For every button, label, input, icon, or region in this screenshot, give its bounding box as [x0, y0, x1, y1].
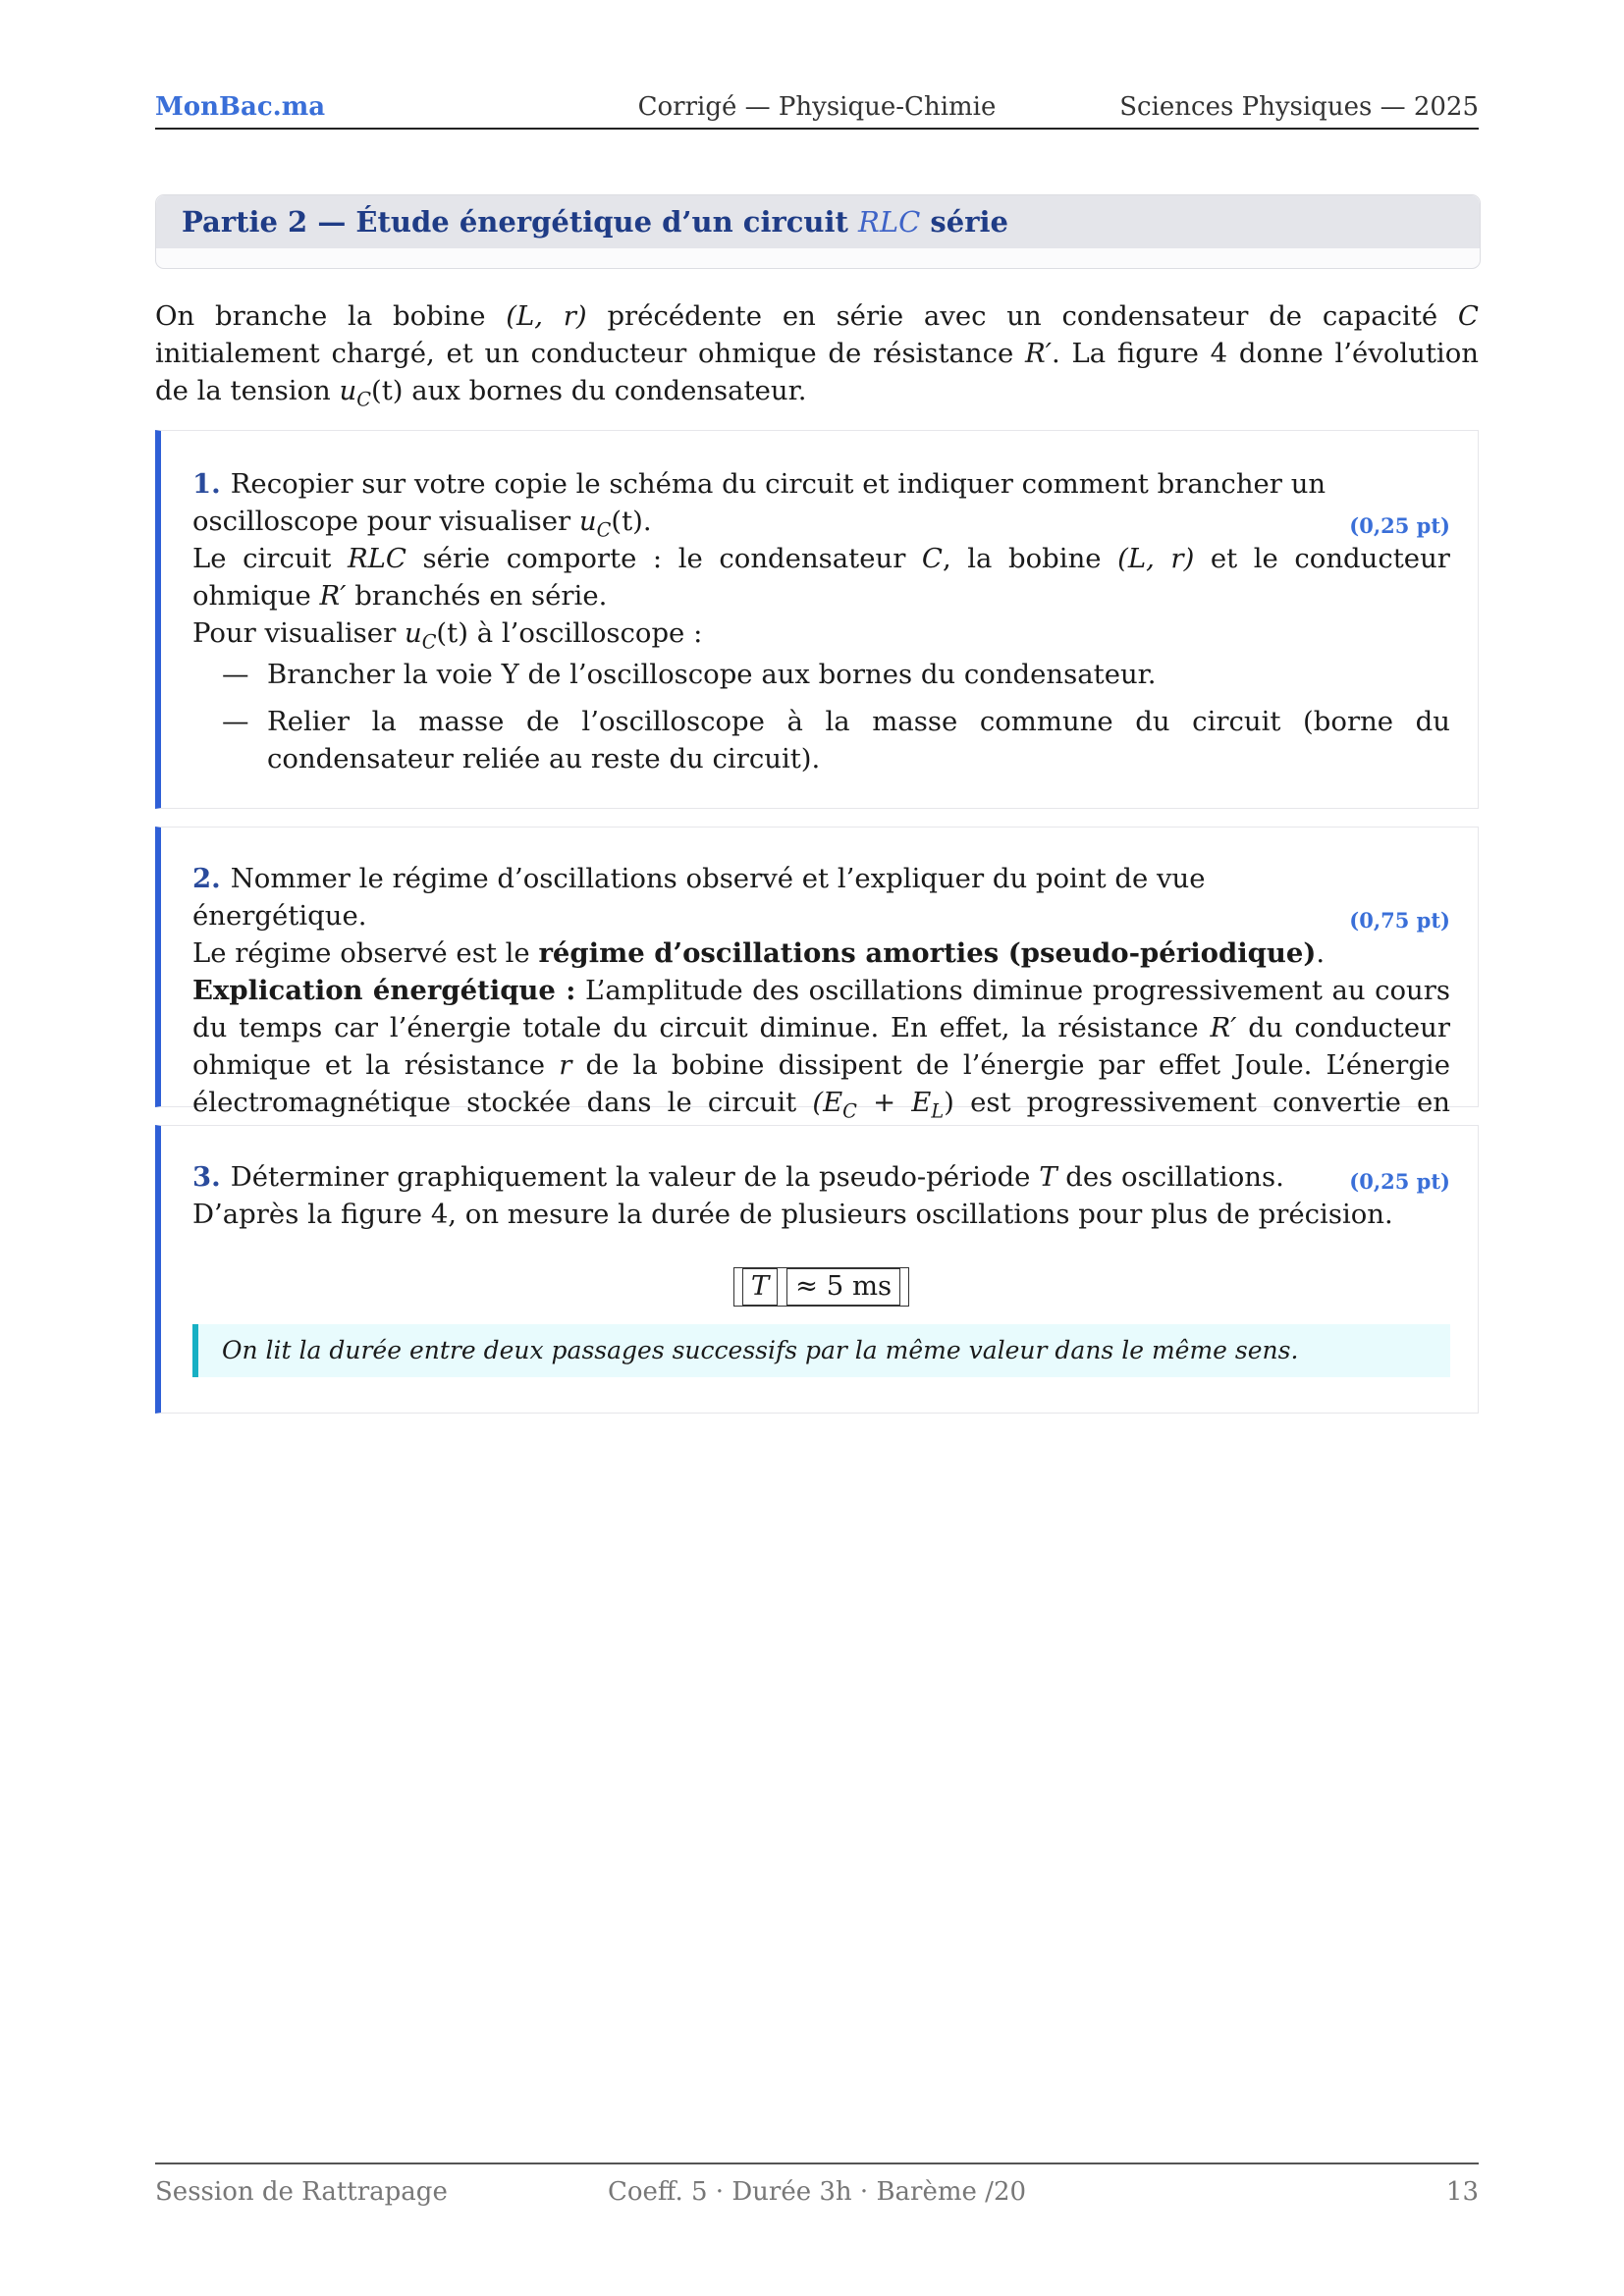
question-number: 3. — [192, 1161, 221, 1193]
question-3-box — [155, 1125, 1479, 1414]
question-1-answer: Le circuit RLC série comporte : le condensateur C, la bobine (L, r) et le conducteur ohmique R′ branchés en série. — [192, 542, 1450, 612]
question-1-statement: 1. Recopier sur votre copie le schéma du circuit et indiquer comment brancher un oscilloscope pour visualiser $u_C(t)$. (0,25 pt) — [192, 468, 1450, 542]
footer-info: Coeff. 5 · Durée 3h · Barème /20 — [607, 2177, 1027, 2207]
page-header — [155, 90, 1479, 130]
points-badge: (0,75 pt) — [1349, 907, 1450, 933]
brand-link[interactable]: MonBac.ma — [155, 92, 326, 122]
question-3-answer: D’après la figure 4, on mesure la durée de plusieurs oscillations pour plus de précision. — [192, 1198, 1393, 1230]
section-title: Partie 2 — Étude énergétique d’un circuit RLC série — [156, 195, 1480, 248]
steps-list — [192, 657, 1450, 778]
question-2-explanation: Explication énergétique : L’amplitude des oscillations diminue progressivement au cours du temps car l’énergie totale du circuit diminue. En effet, la résistance R′ du conducteur ohmique et la résistance r de la bobine dissipent de l’énergie par effet Joule. L’énergie électromagnétique stockée dans le circuit $(E_C + E_L)$ est progressivement convertie en — [192, 974, 1451, 1123]
list-item: — Relier la masse de l’oscilloscope à la masse commune du circuit (borne du condensateur reliée au reste du circuit). — [222, 704, 1450, 778]
question-2-statement: 2. Nommer le régime d’oscillations observé et l’expliquer du point de vue énergétique. (0,75 pt) — [192, 861, 1450, 935]
question-2-answer: Le régime observé est le régime d’oscillations amorties (pseudo-périodique). — [192, 936, 1326, 969]
question-3-statement: 3. Déterminer graphiquement la valeur de la pseudo-période T des oscillations. (0,25 pt) — [192, 1159, 1450, 1197]
header-exam: Sciences Physiques — 2025 — [1119, 92, 1479, 122]
points-badge: (0,25 pt) — [1349, 512, 1450, 538]
boxed-result: T ≈ 5 ms — [192, 1267, 1450, 1307]
points-badge: (0,25 pt) — [1349, 1168, 1450, 1194]
question-2-box — [155, 827, 1479, 1123]
page-footer — [155, 2163, 1479, 2208]
intro-paragraph: On branche la bobine (L, r) précédente en série avec un condensateur de capacité C initialement chargé, et un conducteur ohmique de résistance R′. La figure 4 donne l’évolution de la tension $u_C(t)$ aux bornes du condensateur. — [155, 300, 1479, 411]
header-subject: Corrigé — Physique-Chimie — [637, 92, 997, 122]
list-item: — Brancher la voie Y de l’oscilloscope aux bornes du condensateur. — [222, 657, 1450, 694]
section-heading — [155, 194, 1481, 269]
footer-session: Session de Rattrapage — [155, 2177, 448, 2207]
question-number: 1. — [192, 468, 221, 500]
page — [155, 0, 1479, 2296]
page-number: 13 — [1445, 2177, 1479, 2207]
question-number: 2. — [192, 863, 221, 894]
question-1-lead: Pour visualiser $u_C(t)$ à l’oscilloscope : — [192, 616, 703, 654]
hint-note: On lit la durée entre deux passages successifs par la même valeur dans le même sens. — [192, 1324, 1450, 1378]
question-1-box — [155, 430, 1479, 809]
